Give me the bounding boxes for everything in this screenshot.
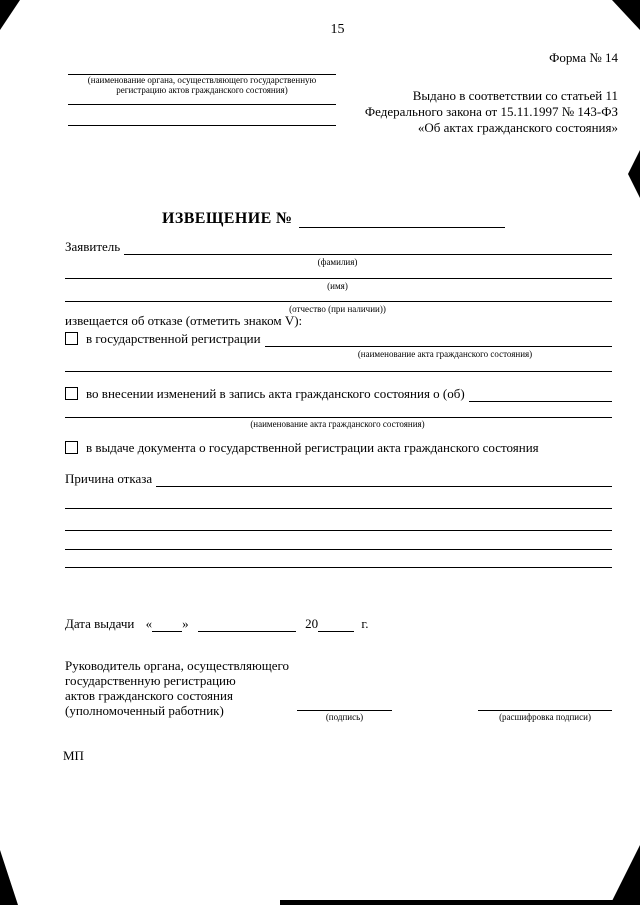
name-caption: (имя): [327, 281, 348, 291]
option-amendment-field-2: [65, 403, 612, 418]
signature-name-caption: (расшифровка подписи): [499, 712, 591, 722]
notice-title: ИЗВЕЩЕНИЕ №: [162, 210, 293, 227]
year-century: 20: [305, 616, 319, 631]
option-state-registration-field-2: [65, 357, 612, 372]
issued-statement: [320, 88, 618, 136]
official-title-line-4: (уполномоченный работник): [65, 703, 224, 718]
applicant-patronymic-field: [65, 287, 612, 302]
official-title-block: [65, 658, 315, 718]
option-amendment-row: [65, 386, 612, 402]
act-name-caption-1: (наименование акта гражданского состояния): [357, 349, 533, 359]
issued-line-2: Федерального закона от 15.11.1997 № 143-ФЗ: [364, 104, 618, 119]
official-title-line-1: Руководитель органа, осуществляющего: [65, 658, 289, 673]
refusal-reason-row: [65, 470, 612, 487]
refusal-reason-line-2: [65, 494, 612, 509]
form-number-label: Форма № 14: [549, 50, 618, 65]
official-title-line-3: актов гражданского состояния: [65, 688, 233, 703]
org-name-line-2: [68, 95, 336, 105]
option-document-issue-label: в выдаче документа о государственной регистрации акта гражданского состояния: [86, 440, 539, 455]
signature-field: [297, 696, 392, 711]
option-state-registration-field: [265, 331, 612, 347]
scan-artifact-bottom-edge: [280, 900, 640, 905]
page-number: 15: [330, 22, 345, 37]
official-title-line-2: государственную регистрацию: [65, 673, 236, 688]
refusal-reason-line-3: [65, 516, 612, 531]
refusal-reason-line-4: [65, 535, 612, 550]
open-quote: «: [145, 616, 153, 631]
option-document-issue-row: [65, 440, 612, 456]
checkbox-state-registration[interactable]: [65, 332, 78, 345]
issue-date-label: Дата выдачи: [65, 616, 135, 631]
scan-artifact-bottom-right: [610, 845, 640, 905]
refusal-reason-line-5: [65, 553, 612, 568]
month-field: [198, 618, 296, 632]
applicant-name-field: [65, 264, 612, 279]
option-amendment-label: во внесении изменений в запись акта гражданского состояния о (об): [86, 386, 465, 401]
refusal-reason-label: Причина отказа: [65, 471, 153, 486]
act-name-caption-2: (наименование акта гражданского состояния): [250, 419, 425, 429]
patronymic-caption: (отчество (при наличии)): [289, 304, 386, 314]
day-field: [152, 618, 182, 632]
applicant-label: Заявитель: [65, 239, 121, 254]
checkbox-amendment[interactable]: [65, 387, 78, 400]
option-amendment-field: [469, 386, 612, 402]
issued-line-1: Выдано в соответствии со статьей 11: [412, 88, 618, 103]
issue-date-row: [65, 616, 369, 632]
applicant-surname-field: [124, 238, 612, 255]
checkbox-document-issue[interactable]: [65, 441, 78, 454]
stamp-place-label: МП: [63, 748, 84, 763]
option-state-registration-row: [65, 331, 612, 347]
option-state-registration-label: в государственной регистрации: [86, 331, 261, 346]
signature-name-field: [478, 696, 612, 711]
applicant-row: [65, 238, 612, 255]
org-name-line-1: [68, 60, 336, 75]
close-quote: »: [182, 616, 189, 631]
org-name-line-3: [68, 105, 336, 126]
signature-caption: (подпись): [325, 712, 364, 722]
org-name-block: [68, 60, 336, 126]
scan-artifact-top-right: [612, 0, 640, 30]
scan-artifact-right-edge: [628, 150, 640, 198]
scan-artifact-bottom-left: [0, 850, 18, 905]
year-suffix: г.: [361, 616, 369, 631]
notice-title-row: [162, 208, 505, 228]
issued-line-3: «Об актах гражданского состояния»: [417, 120, 618, 135]
notice-number-field: [299, 208, 505, 228]
scan-artifact-top-left: [0, 0, 20, 30]
refusal-reason-field: [156, 470, 612, 487]
refusal-intro: извещается об отказе (отметить знаком V):: [65, 313, 303, 328]
year-field: [318, 618, 354, 632]
org-name-caption: (наименование органа, осуществляющего государственную регистрацию актов гражданского состояния): [87, 75, 317, 95]
surname-caption: (фамилия): [317, 257, 358, 267]
